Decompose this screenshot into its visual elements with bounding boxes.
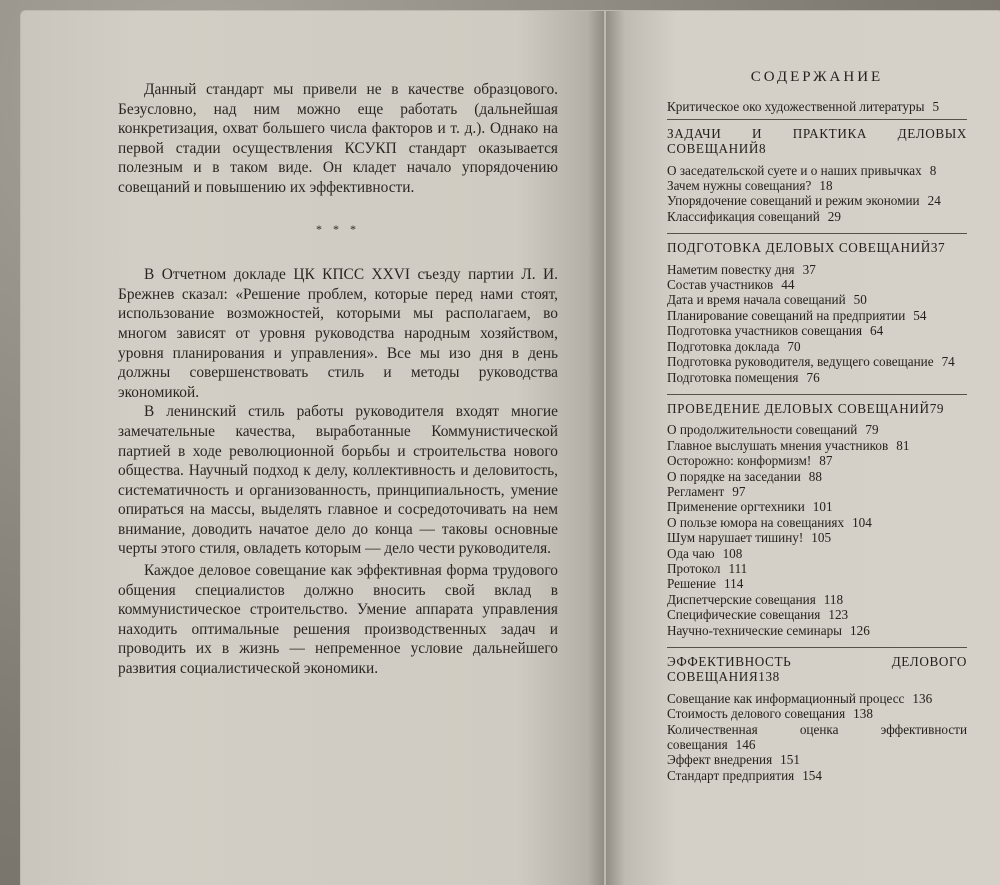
toc-entry-page: 118: [823, 591, 844, 607]
toc-entry: [667, 768, 967, 783]
toc-entry: [667, 530, 967, 545]
toc-entry-label: Количественная оценка эффективности совещания: [667, 721, 967, 753]
toc-entry-label: Наметим повестку дня: [667, 261, 795, 277]
toc-entry: [667, 515, 967, 530]
toc-entry: [667, 706, 967, 721]
table-of-contents: [667, 70, 967, 783]
toc-entry-label: Классификация совещаний: [667, 208, 820, 224]
toc-entry: [667, 422, 967, 437]
toc-entry: [667, 193, 967, 208]
toc-entry-page: 64: [870, 323, 884, 339]
toc-entry-page: 81: [896, 437, 910, 453]
toc-entry-label: Решение: [667, 576, 716, 592]
toc-section-title: ЭФФЕКТИВНОСТЬ ДЕЛОВОГО СОВЕЩАНИЯ: [667, 654, 967, 685]
toc-entry-label: Дата и время начала совещаний: [667, 292, 846, 308]
toc-sections: [667, 119, 967, 783]
toc-entry-label: Планирование совещаний на предприятии: [667, 307, 906, 323]
toc-entry: [667, 292, 967, 307]
toc-entry-label: Критическое око художественной литературы: [667, 99, 925, 115]
toc-entry-page: 87: [819, 453, 833, 469]
toc-entry-label: Зачем нужны совещания?: [667, 178, 812, 194]
toc-entry-label: Подготовка доклада: [667, 338, 780, 354]
toc-entry: [667, 438, 967, 453]
toc-entry-page: 111: [728, 560, 748, 576]
toc-entry: [667, 163, 967, 178]
toc-entry: [667, 209, 967, 224]
paragraph: В Отчетном докладе ЦК КПСС XXVI съезду партии Л. И. Брежнев сказал: «Решение проблем, которые перед нами стоят, использование возможностей, которыми мы располагаем, во многом зависят от уровня руководства народным хозяйством, уровня планирования и управления». Все мы изо дня в день должны совершенствовать стиль и методы руководства экономикой.: [118, 266, 558, 401]
toc-entry-page: 138: [853, 706, 873, 722]
toc-entry-page: 114: [724, 576, 744, 592]
section-separator: * * *: [316, 221, 360, 236]
toc-section-heading: [667, 119, 967, 157]
toc-entry-page: 151: [780, 752, 800, 768]
paragraph: Каждое деловое совещание как эффективная форма трудового общения специалистов должно вносить свой вклад в коммунистическое строительство. Умение аппарата управления находить оптимальные решения производственных задач и проводить их в жизнь — непременное условие дальнейшего развития социалистической экономики.: [118, 562, 558, 678]
toc-entry-page: 105: [811, 530, 832, 546]
toc-entry: [667, 561, 967, 576]
toc-entry-label: Осторожно: конформизм!: [667, 453, 812, 469]
toc-entry-label: Стандарт предприятия: [667, 767, 795, 783]
toc-entry-page: 50: [853, 292, 867, 308]
toc-entry-page: 5: [932, 99, 940, 115]
toc-entry-page: 70: [787, 338, 801, 354]
toc-entry-label: Регламент: [667, 483, 725, 499]
toc-entry-page: 108: [722, 545, 743, 561]
toc-entry-label: Главное выслушать мнения участников: [667, 437, 889, 453]
toc-entry-page: 123: [828, 607, 849, 623]
toc-entry: [667, 691, 967, 706]
toc-entry: [667, 607, 967, 622]
toc-entry-label: Совещание как информационный процесс: [667, 690, 905, 706]
toc-entry-label: Подготовка участников совещания: [667, 323, 863, 339]
toc-entry-label: Эффект внедрения: [667, 752, 773, 768]
toc-entry: [667, 592, 967, 607]
toc-entry-page: 154: [802, 767, 822, 783]
toc-entry: [667, 178, 967, 193]
toc-entry: [667, 308, 967, 323]
toc-entry: [667, 499, 967, 514]
toc-entry-page: 18: [819, 178, 833, 194]
toc-entry-label: Специфические совещания: [667, 607, 821, 623]
toc-entry-label: Подготовка руководителя, ведущего совещание: [667, 354, 934, 370]
toc-title: СОДЕРЖАНИЕ: [750, 69, 884, 85]
toc-section-heading: [667, 394, 967, 416]
toc-section-page: 79: [929, 400, 945, 416]
toc-entry-page: 29: [827, 208, 841, 224]
toc-entry: [667, 484, 967, 499]
toc-section-title: ПОДГОТОВКА ДЕЛОВЫХ СОВЕЩАНИЙ: [667, 240, 931, 256]
toc-entry-page: 76: [806, 369, 820, 385]
toc-entry-label: О заседательской суете и о наших привычках: [667, 162, 922, 178]
toc-entry: [667, 752, 967, 767]
toc-entry-label: Состав участников: [667, 277, 774, 293]
open-book: [10, 0, 1000, 885]
left-page: [20, 10, 605, 885]
toc-entry-page: 101: [812, 499, 833, 515]
toc-entry-page: 74: [941, 354, 955, 370]
toc-entry-label: Стоимость делового совещания: [667, 706, 846, 722]
toc-entry: [667, 370, 967, 385]
toc-entry: [667, 323, 967, 338]
toc-entry: [667, 339, 967, 354]
toc-entry: [667, 469, 967, 484]
toc-entry: [667, 262, 967, 277]
paragraph: Данный стандарт мы привели не в качестве образцового. Безусловно, над ним можно еще работать (дальнейшая конкретизация, охват большего числа факторов и т. д.). Однако на первой стадии осуществления КСУКП стандарт оказывается полезным и в таком виде. Он кладет начало упорядочению совещаний и повышению их эффективности.: [118, 81, 558, 196]
toc-entry-page: 97: [732, 483, 746, 499]
toc-entry-label: О порядке на заседании: [667, 468, 801, 484]
toc-section-page: 37: [930, 240, 946, 256]
toc-entry-page: 37: [802, 261, 816, 277]
toc-entry-label: Подготовка помещения: [667, 369, 799, 385]
toc-entry: [667, 277, 967, 292]
toc-entry-label: Диспетчерские совещания: [667, 591, 816, 607]
toc-entry: [667, 453, 967, 468]
toc-entry-label: Протокол: [667, 560, 721, 576]
toc-entry: [667, 722, 967, 753]
toc-entry: [667, 546, 967, 561]
toc-entry-page: 146: [735, 737, 756, 753]
toc-entry-page: 24: [927, 193, 941, 209]
toc-entry-label: Применение оргтехники: [667, 499, 805, 515]
toc-entry-label: О продолжительности совещаний: [667, 422, 858, 438]
toc-section-page: 138: [758, 669, 780, 685]
toc-entry-page: 79: [865, 422, 879, 438]
toc-entry-page: 8: [929, 162, 937, 178]
left-page-text: [118, 80, 558, 679]
toc-section-title: ПРОВЕДЕНИЕ ДЕЛОВЫХ СОВЕЩАНИЙ: [667, 400, 930, 416]
toc-entry-page: 88: [808, 468, 822, 484]
toc-entry-label: Научно-технические семинары: [667, 622, 843, 638]
toc-entry-page: 104: [852, 514, 872, 530]
right-page: [605, 10, 1000, 885]
toc-entry: [667, 576, 967, 591]
toc-entry-label: О пользе юмора на совещаниях: [667, 514, 845, 530]
toc-entry-page: 54: [913, 307, 927, 323]
toc-entry-label: Ода чаю: [667, 545, 715, 561]
toc-entry: [667, 623, 967, 638]
toc-entry-page: 136: [912, 690, 933, 706]
toc-entry-label: Упорядочение совещаний и режим экономии: [667, 193, 920, 209]
toc-entry: [667, 354, 967, 369]
toc-entry-label: Шум нарушает тишину!: [667, 530, 804, 546]
paragraph: В ленинский стиль работы руководителя входят многие замечательные качества, выработанные Коммунистической партией в ходе революционной борьбы и строительства нового общества. Научный подход к делу, коллективность и деловитость, систематичность и организованность, принципиальность, умение опираться на массы, выделять главное и сосредоточивать на нем внимание, доводить начатое дело до конца — таковы основные черты этого стиля, овладеть которым — дело чести руководителя.: [118, 403, 558, 558]
toc-section-page: 8: [758, 141, 767, 157]
toc-section-heading: [667, 647, 967, 685]
toc-entry-page: 44: [781, 277, 795, 293]
toc-entry: [667, 99, 967, 114]
toc-entry-page: 126: [850, 622, 870, 638]
toc-section-title: ЗАДАЧИ И ПРАКТИКА ДЕЛОВЫХ СОВЕЩАНИЙ: [667, 125, 967, 157]
toc-section-heading: [667, 233, 967, 255]
